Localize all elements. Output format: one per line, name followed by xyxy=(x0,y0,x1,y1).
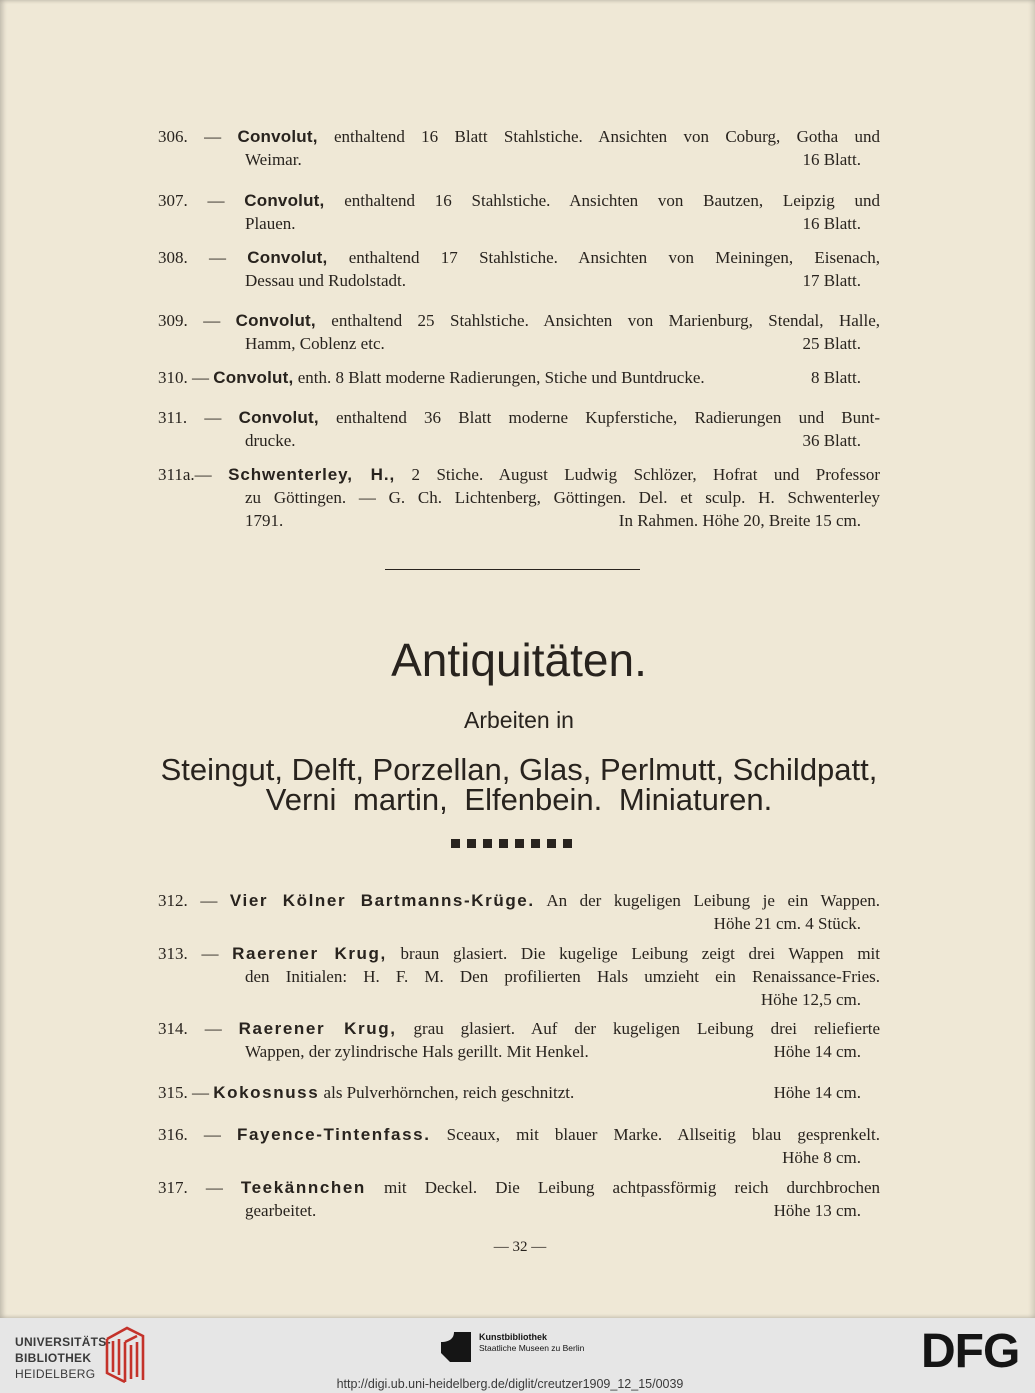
lot-number: 308. xyxy=(158,248,188,267)
lot-title: Schwenterley, H., xyxy=(228,465,396,484)
lot-continuation-line xyxy=(245,1146,861,1169)
ub-logo-line-1: UNIVERSITÄTS- xyxy=(15,1335,111,1349)
lot-number: 311a. xyxy=(158,465,195,484)
lot-310 xyxy=(158,366,880,389)
ornament-square xyxy=(451,839,460,848)
lot-description: Hamm, Coblenz etc. xyxy=(245,334,385,353)
lot-description: 1791. xyxy=(245,511,284,530)
lot-title: Convolut, xyxy=(213,368,294,387)
ub-heidelberg-logo-icon xyxy=(104,1325,146,1383)
lot-dash: — xyxy=(192,368,209,387)
lot-description: enthaltend 16 Blatt Stahlstiche. Ansichten von Coburg, Gotha und xyxy=(334,127,881,146)
footer-bar xyxy=(0,1318,1035,1393)
lot-number: 310. xyxy=(158,368,188,387)
lot-317 xyxy=(158,1176,880,1222)
dfg-logo: DFG xyxy=(921,1325,1020,1378)
lot-description: 2 Stiche. August Ludwig Schlözer, Hofrat und Professor xyxy=(411,465,881,484)
lot-continuation-line xyxy=(245,212,861,235)
lot-measure: 25 Blatt. xyxy=(802,334,861,353)
kunstbibliothek-logo-text xyxy=(479,1331,584,1354)
ub-logo-line-3: HEIDELBERG xyxy=(15,1367,96,1381)
ornament-square xyxy=(483,839,492,848)
lot-description: enthaltend 17 Stahlstiche. Ansichten von Meiningen, Eisenach, xyxy=(348,248,880,267)
lot-title: Kokosnuss xyxy=(213,1083,320,1102)
lot-dash: — xyxy=(204,1019,222,1038)
ornament-square xyxy=(467,839,476,848)
lot-measure: Höhe 13 cm. xyxy=(773,1201,861,1220)
lot-number: 311. xyxy=(158,408,188,427)
lot-first-line xyxy=(158,942,880,965)
lot-description: braun glasiert. Die kugelige Leibung zeigt drei Wappen mit xyxy=(400,944,880,963)
ornament-square xyxy=(563,839,572,848)
lot-number: 317. xyxy=(158,1178,188,1197)
lot-number: 314. xyxy=(158,1019,188,1038)
lot-311 xyxy=(158,406,880,452)
lot-description: Weimar. xyxy=(245,150,302,169)
lot-306 xyxy=(158,125,880,171)
lot-continuation-line xyxy=(245,1199,861,1222)
lot-measure: In Rahmen. Höhe 20, Breite 15 cm. xyxy=(618,511,861,530)
lot-continuation-line xyxy=(245,1040,861,1063)
lot-measure: Höhe 14 cm. xyxy=(773,1083,861,1102)
lot-314 xyxy=(158,1017,880,1063)
lot-308 xyxy=(158,246,880,292)
lot-316 xyxy=(158,1123,880,1169)
lot-title: Fayence-Tintenfass. xyxy=(237,1125,431,1144)
lot-first-line-left xyxy=(158,366,705,389)
lot-description: den Initialen: H. F. M. Den profilierten Hals umzieht ein Renaissance-Fries. xyxy=(245,967,880,986)
lot-title: Raerener Krug, xyxy=(238,1019,397,1038)
lot-description: enthaltend 36 Blatt moderne Kupferstiche, Radierungen und Bunt- xyxy=(336,408,881,427)
permalink-url[interactable]: http://digi.ub.uni-heidelberg.de/diglit/creutzer1909_12_15/0039 xyxy=(336,1377,684,1391)
lot-measure: 17 Blatt. xyxy=(802,271,861,290)
lot-measure: 16 Blatt. xyxy=(802,150,861,169)
lot-dash: — xyxy=(209,248,227,267)
lot-dash: — xyxy=(204,127,222,146)
lot-title: Raerener Krug, xyxy=(232,944,387,963)
lot-number: 315. xyxy=(158,1083,188,1102)
lot-continuation-line xyxy=(245,486,880,509)
lot-measure: 36 Blatt. xyxy=(802,431,861,450)
lot-title: Teekännchen xyxy=(240,1178,366,1197)
lot-description: Dessau und Rudolstadt. xyxy=(245,271,407,290)
lot-continuation-line xyxy=(245,332,861,355)
lot-first-line xyxy=(158,1176,880,1199)
lot-number: 313. xyxy=(158,944,188,963)
lot-measure: Höhe 8 cm. xyxy=(782,1148,861,1167)
lot-first-line xyxy=(158,309,880,332)
lot-title: Convolut, xyxy=(235,311,316,330)
ub-heidelberg-logo-text xyxy=(15,1334,111,1382)
lot-first-line xyxy=(158,1123,880,1146)
lot-description: enthaltend 16 Stahlstiche. Ansichten von Bautzen, Leipzig und xyxy=(344,191,881,210)
lot-dash: — xyxy=(192,1083,209,1102)
lot-dash: — xyxy=(203,311,221,330)
lot-description: enth. 8 Blatt moderne Radierungen, Stiche und Buntdrucke. xyxy=(297,368,705,387)
lot-first-line xyxy=(158,125,880,148)
lot-continuation-line xyxy=(245,148,861,171)
lot-first-line-left xyxy=(158,1081,574,1104)
lot-continuation-line xyxy=(245,269,861,292)
section-title: Antiquitäten. xyxy=(391,634,647,686)
lot-first-line xyxy=(158,246,880,269)
section-materials-line-2: Verni martin, Elfenbein. Miniaturen. xyxy=(265,782,773,817)
lot-continuation-line xyxy=(245,509,861,532)
section-materials-line-1: Steingut, Delft, Porzellan, Glas, Perlmutt, Schildpatt, xyxy=(160,752,878,787)
lot-dash: — xyxy=(207,191,225,210)
lot-number: 306. xyxy=(158,127,188,146)
lot-number: 309. xyxy=(158,311,188,330)
section-divider xyxy=(385,569,640,570)
lot-dash: — xyxy=(205,1178,223,1197)
lot-first-line xyxy=(158,889,880,912)
lot-description: als Pulverhörnchen, reich geschnitzt. xyxy=(323,1083,575,1102)
lot-measure: Höhe 12,5 cm. xyxy=(760,990,861,1009)
lot-description: mit Deckel. Die Leibung achtpassförmig reich durchbrochen xyxy=(383,1178,880,1197)
ornament-square xyxy=(547,839,556,848)
lot-measure: Höhe 14 cm. xyxy=(773,1042,861,1061)
lot-title: Vier Kölner Bartmanns-Krüge. xyxy=(229,891,535,910)
lot-first-line xyxy=(158,366,861,389)
lot-description: enthaltend 25 Stahlstiche. Ansichten von Marienburg, Stendal, Halle, xyxy=(331,311,881,330)
section-subtitle: Arbeiten in xyxy=(464,707,574,733)
lot-measure: Höhe 21 cm. 4 Stück. xyxy=(713,914,861,933)
kunstbibliothek-logo-icon xyxy=(441,1332,471,1362)
lot-description: An der kugeligen Leibung je ein Wappen. xyxy=(546,891,881,910)
lot-description: Sceaux, mit blauer Marke. Allseitig blau gesprenkelt. xyxy=(446,1125,880,1144)
lot-continuation-line xyxy=(245,988,861,1011)
lot-continuation-line xyxy=(245,429,861,452)
lot-number: 316. xyxy=(158,1125,188,1144)
lot-312 xyxy=(158,889,880,935)
lot-311a xyxy=(158,463,880,532)
lot-number: 307. xyxy=(158,191,188,210)
lot-number: 312. xyxy=(158,891,188,910)
lot-description: gearbeitet. xyxy=(245,1201,317,1220)
ornament-square xyxy=(515,839,524,848)
lot-313 xyxy=(158,942,880,1011)
lot-description: drucke. xyxy=(245,431,296,450)
kb-logo-line-1: Kunstbibliothek xyxy=(479,1332,547,1342)
lot-measure: 16 Blatt. xyxy=(802,214,861,233)
lot-first-line xyxy=(158,463,880,486)
ornament-square xyxy=(499,839,508,848)
lot-dash: — xyxy=(200,891,218,910)
lot-measure: 8 Blatt. xyxy=(810,368,861,387)
lot-description: Plauen. xyxy=(245,214,296,233)
lot-dash: — xyxy=(204,408,222,427)
lot-continuation-line xyxy=(245,912,861,935)
page-number: — 32 — xyxy=(493,1239,547,1255)
lot-title: Convolut, xyxy=(247,248,328,267)
kb-logo-line-2: Staatliche Museen zu Berlin xyxy=(479,1343,585,1353)
lot-first-line xyxy=(158,1081,861,1104)
lot-first-line xyxy=(158,1017,880,1040)
lot-309 xyxy=(158,309,880,355)
lot-dash: — xyxy=(203,1125,221,1144)
lot-dash: — xyxy=(201,944,219,963)
lot-307 xyxy=(158,189,880,235)
lot-description: zu Göttingen. — G. Ch. Lichtenberg, Göttingen. Del. et sculp. H. Schwenterley xyxy=(245,488,880,507)
ornament-square xyxy=(531,839,540,848)
lot-description: Wappen, der zylindrische Hals gerillt. Mit Henkel. xyxy=(245,1042,589,1061)
lot-continuation-line xyxy=(245,965,880,988)
lot-title: Convolut, xyxy=(237,127,318,146)
lot-315 xyxy=(158,1081,880,1104)
lot-first-line xyxy=(158,189,880,212)
ornament-row xyxy=(451,839,572,848)
lot-title: Convolut, xyxy=(244,191,325,210)
lot-first-line xyxy=(158,406,880,429)
ub-logo-line-2: BIBLIOTHEK xyxy=(15,1351,92,1365)
lot-dash: — xyxy=(194,465,212,484)
lot-description: grau glasiert. Auf der kugeligen Leibung drei reliefierte xyxy=(413,1019,881,1038)
lot-title: Convolut, xyxy=(238,408,319,427)
